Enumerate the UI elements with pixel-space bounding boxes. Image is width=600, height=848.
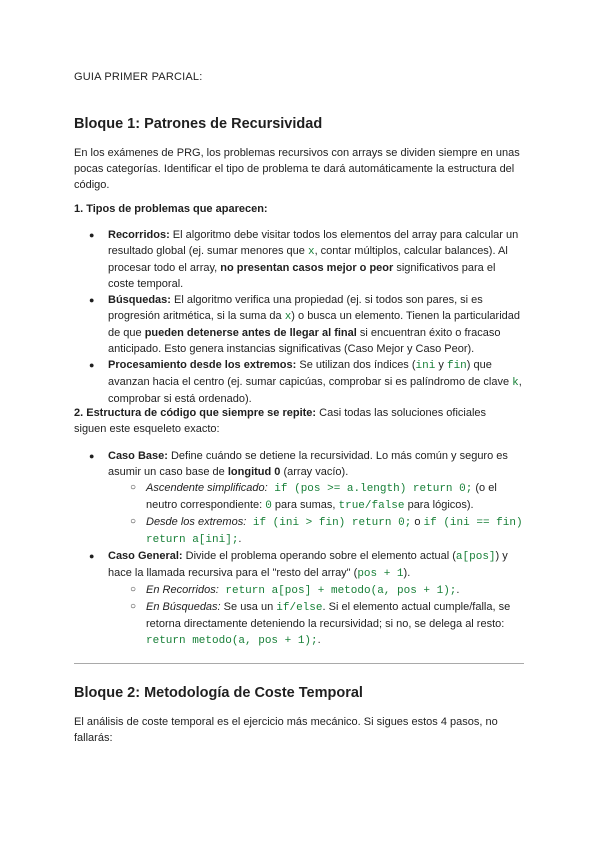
caso-general-text-2: ) y hace la llamada recursiva para el "resto del array" ( [108,550,508,579]
en-busquedas-text: Se usa un [220,601,277,613]
caso-base-bold: longitud 0 [227,466,281,478]
horizontal-divider [74,663,524,664]
busquedas-text-3: si encuentran éxito o fracaso anticipado. Esto genera instancias significativas (Caso Mejor y Caso Peor). [108,327,501,355]
recorridos-code: x [307,246,315,258]
en-recorridos-text: . [456,584,460,596]
ascendente-code-2: 0 [265,500,272,512]
caso-base-label: Caso Base: [108,450,168,462]
ascendente-code-3: true/false [338,500,405,512]
extremos-sub-code-1: if (ini > fin) return 0; [246,517,412,529]
extremos-code-k: k [512,377,519,389]
en-busquedas-text-2: . Si el elemento actual cumple/falla, se retorna directamente deteniendo la recursividad; si no, se delega al resto: [146,601,511,630]
extremos-text-3: ) que avanzan hacia el centro (ej. sumar capicúas, comprobar si es palíndromo de clave [108,359,513,388]
extremos-text: Se utilizan dos índices ( [296,359,416,371]
caso-general-text: Divide el problema operando sobre el elemento actual ( [182,550,456,562]
extremos-sub-label: Desde los extremos: [146,516,247,528]
section2-heading: 2. Estructura de código que siempre se repite: [74,407,317,419]
ascendente-label: Ascendente simplificado: [146,482,268,494]
busquedas-text-2: ) o busca un elemento. Tienen la particularidad de que [108,310,520,339]
extremos-sub-text: o [411,516,424,528]
list-item-extremos [74,357,524,407]
en-busquedas-label: En Búsquedas: [146,601,221,613]
section1-heading: 1. Tipos de problemas que aparecen: [74,203,268,215]
bloque2-heading: Bloque 2: Metodología de Coste Temporal [74,685,363,701]
en-busquedas-code-1: if/else [276,602,323,614]
busquedas-label: Búsquedas: [108,294,171,306]
extremos-label: Procesamiento desde los extremos: [108,359,297,371]
ascendente-code: if (pos >= a.length) return 0; [267,483,473,495]
list-item-busquedas [74,292,524,357]
sublist-item-ascendente [74,480,524,514]
caso-general-code-1: a[pos] [455,551,496,563]
list-item-recorridos [74,227,524,292]
sublist-item-extremos [74,514,524,548]
list-item-caso-base [74,448,524,480]
sublist-item-en-recorridos [74,582,524,599]
extremos-text-4: , comprobar si está ordenado). [108,376,522,405]
caso-general-label: Caso General: [108,550,183,562]
extremos-sub-code-2: if (ini == fin) return a[ini]; [146,517,523,546]
en-busquedas-text-3: . [317,634,321,646]
document-title: GUIA PRIMER PARCIAL: [74,71,203,83]
section2-text: Casi todas las soluciones oficiales siguen este esqueleto exacto: [74,407,487,435]
busquedas-code: x [284,311,292,323]
extremos-text-2: y [435,359,447,371]
recorridos-text: El algoritmo debe visitar todos los elementos del array para calcular un resultado global (ej. sumar menores que [108,229,519,257]
caso-general-text-3: ). [403,567,411,579]
en-recorridos-label: En Recorridos: [146,584,219,596]
sublist-item-en-busquedas [74,599,524,649]
extremos-code-fin: fin [446,360,467,372]
bloque1-heading: Bloque 1: Patrones de Recursividad [74,116,323,132]
section2-paragraph [74,405,520,437]
recorridos-bold: no presentan casos mejor o peor [220,262,394,274]
ascendente-text-3: para lógicos). [404,499,474,511]
caso-general-code-2: pos + 1 [357,568,404,580]
recorridos-text-3: significativos para el coste temporal. [108,262,496,290]
en-busquedas-code-2: return metodo(a, pos + 1); [146,635,318,647]
recorridos-label: Recorridos: [108,229,170,241]
busquedas-text: El algoritmo verifica una propiedad (ej. si todos son pares, si es progresión aritmética, si la suma da [108,294,483,322]
list-item-caso-general [74,548,524,582]
problem-types-list [74,227,524,407]
extremos-code-ini: ini [415,360,436,372]
en-recorridos-code: return a[pos] + metodo(a, pos + 1); [218,585,457,597]
caso-base-text: Define cuándo se detiene la recursividad. Lo más común y seguro es asumir un caso base de [108,450,508,478]
extremos-sub-text-2: . [238,533,242,545]
code-structure-list [74,448,524,649]
bloque1-intro: En los exámenes de PRG, los problemas recursivos con arrays se dividen siempre en unas pocas categorías. Identificar el tipo de problema te dará automáticamente la estructura del código. [74,147,520,191]
caso-base-text-2: (array vacío). [280,466,349,478]
bloque2-intro: El análisis de coste temporal es el ejercicio más mecánico. Si sigues estos 4 pasos, no fallarás: [74,716,498,744]
recorridos-text-2: , contar múltiplos, calcular balances). Al procesar todo el array, [108,245,508,274]
busquedas-bold: pueden detenerse antes de llegar al final [144,327,357,339]
ascendente-text: (o el neutro correspondiente: [146,482,497,511]
ascendente-text-2: para sumas, [271,499,339,511]
